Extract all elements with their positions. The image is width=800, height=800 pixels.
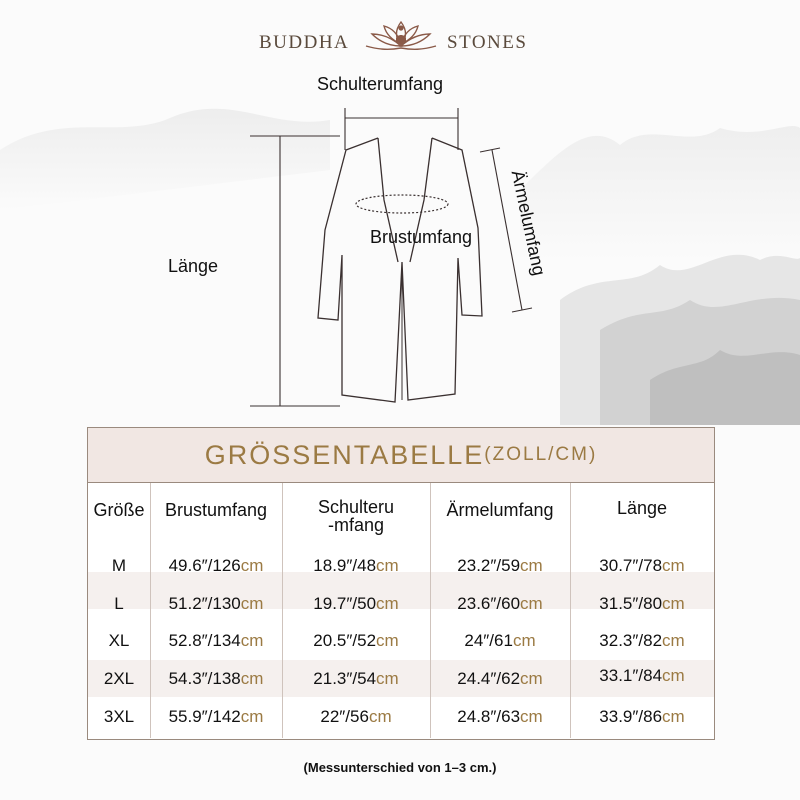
header-shoulder-line2: -mfang (327, 515, 385, 535)
size-cell: 2XL (103, 669, 135, 688)
sleeve-cell: 23.6″/60cm (457, 594, 543, 613)
header-shoulder-line1: Schulteru (317, 497, 395, 517)
size-cell: 3XL (103, 707, 135, 726)
header-length: Länge (616, 498, 668, 518)
shoulder-cell: 19.7″/50cm (313, 594, 399, 613)
shoulder-label: Schulterumfang (317, 74, 444, 94)
length-cell: 32.3″/82cm (599, 631, 685, 650)
size-cell: L (114, 594, 124, 613)
shoulder-cell: 21.3″/54cm (313, 669, 399, 688)
chest-cell: 55.9″/142cm (168, 707, 264, 726)
robe-outline (318, 138, 482, 402)
table-title-unit: (ZOLL/CM) (484, 444, 598, 465)
measurement-footnote: (Messunterschied von 1–3 cm.) (303, 760, 497, 775)
chest-cell: 52.8″/134cm (168, 631, 264, 650)
chest-cell: 49.6″/126cm (168, 556, 264, 575)
shoulder-cell: 22″/56cm (320, 707, 392, 726)
chest-label: Brustumfang (370, 227, 473, 247)
sleeve-cell: 23.2″/59cm (457, 556, 543, 575)
length-cell: 31.5″/80cm (599, 594, 685, 613)
sleeve-label: Ärmelumfang (507, 168, 550, 278)
length-cell: 33.9″/86cm (599, 707, 685, 726)
chest-cell: 51.2″/130cm (168, 594, 264, 613)
shoulder-cell: 18.9″/48cm (313, 556, 399, 575)
chest-cell: 54.3″/138cm (168, 669, 264, 688)
size-cell: M (111, 556, 127, 575)
shoulder-cell: 20.5″/52cm (313, 631, 399, 650)
header-sleeve: Ärmelumfang (446, 500, 554, 520)
length-label: Länge (168, 256, 219, 276)
header-shoulder (282, 498, 430, 534)
size-cell: XL (108, 631, 130, 650)
table-title: GRÖSSENTABELLE (204, 439, 485, 470)
size-table (87, 427, 715, 740)
brand-word-right: STONES (447, 32, 528, 53)
brand-word-left: BUDDHA (259, 32, 350, 53)
header-chest: Brustumfang (164, 500, 268, 520)
sleeve-cell: 24.8″/63cm (457, 707, 543, 726)
length-cell: 33.1″/84cm (599, 666, 685, 685)
sleeve-cell: 24″/61cm (464, 631, 536, 650)
header-size: Größe (93, 500, 145, 520)
table-header (88, 428, 714, 483)
length-cell: 30.7″/78cm (599, 556, 685, 575)
sleeve-cell: 24.4″/62cm (457, 669, 543, 688)
chest-measure-ellipse (356, 195, 448, 213)
